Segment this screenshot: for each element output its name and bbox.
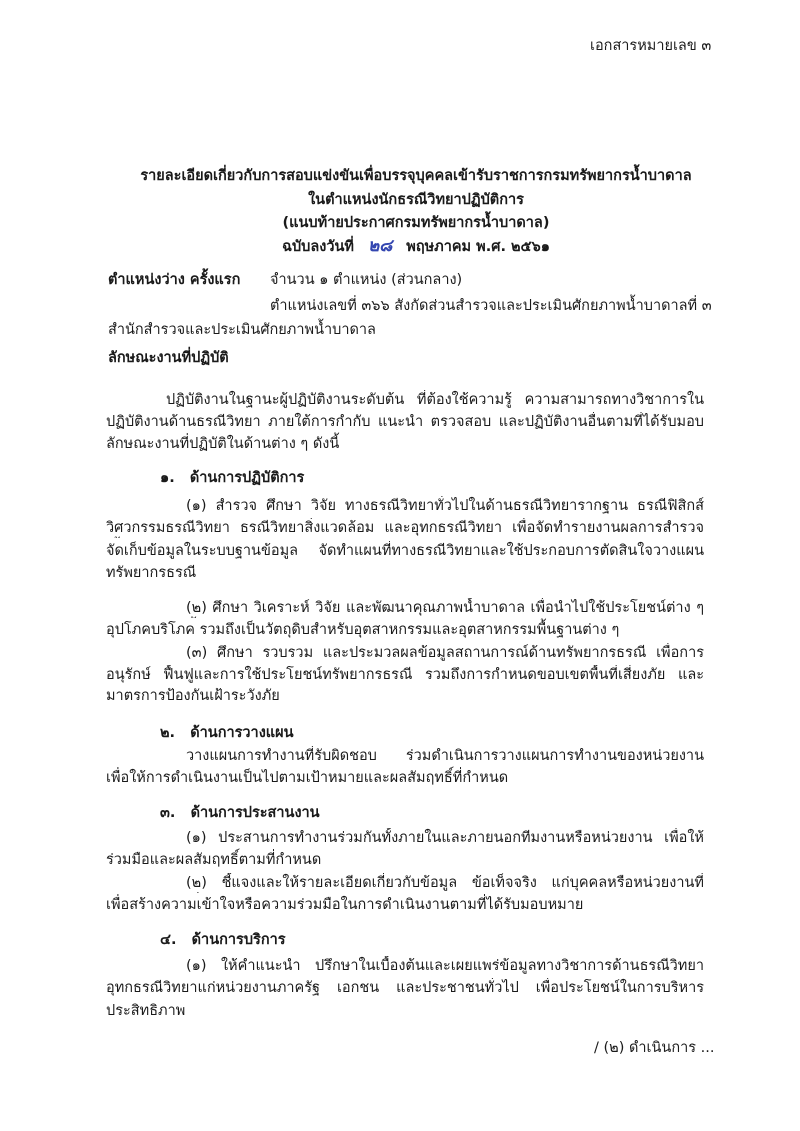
item-line: จัดเก็บข้อมูลในระบบฐานข้อมูล จัดทำแผนที่ทางธรณีวิทยาและใช้ประกอบการตัดสินใจวางแผน bbox=[106, 543, 704, 559]
item-line: (๒) ศึกษา วิเคราะห์ วิจัย และพัฒนาคุณภาพน้ำบาดาล เพื่อนำไปใช้ประโยชน์ต่าง ๆ bbox=[186, 600, 704, 616]
section-title: ด้านการประสานงาน bbox=[190, 805, 320, 821]
section-heading bbox=[160, 930, 286, 950]
item-line: เพื่อให้การดำเนินงานเป็นไปตามเป้าหมายและผลสัมฤทธิ์ที่กำหนด bbox=[106, 770, 509, 786]
section-number: ๔. bbox=[160, 932, 177, 948]
vacancy-count: จำนวน ๑ ตำแหน่ง (ส่วนกลาง) bbox=[270, 272, 463, 288]
title-line-3: (แนบท้ายประกาศกรมทรัพยากรน้ำบาดาล) bbox=[282, 215, 550, 231]
intro-line: ปฏิบัติงานในฐานะผู้ปฏิบัติงานระดับต้น ที่ต้องใช้ความรู้ ความสามารถทางวิชาการใน bbox=[166, 392, 704, 408]
handwritten-day: ๒๘ bbox=[367, 236, 393, 256]
date-prefix: ฉบับลงวันที่ bbox=[282, 239, 354, 255]
item-line: อุทกธรณีวิทยาแก่หน่วยงานภาครัฐ เอกชน และประชาชนทั่วไป เพื่อประโยชน์ในการบริหาร bbox=[106, 980, 704, 996]
job-heading: ลักษณะงานที่ปฏิบัติ bbox=[108, 350, 229, 366]
item-line: อุปโภคบริโภค รวมถึงเป็นวัตถุดิบสำหรับอุตสาหกรรมและอุตสาหกรรมพื้นฐานต่าง ๆ bbox=[106, 622, 620, 638]
item-line: เพื่อสร้างความเข้าใจหรือความร่วมมือในการดำเนินงานตามที่ได้รับมอบหมาย bbox=[106, 897, 584, 913]
title-line-2: ในตำแหน่งนักธรณีวิทยาปฏิบัติการ bbox=[308, 192, 524, 208]
section-number: ๒. bbox=[160, 725, 176, 741]
section-heading bbox=[160, 468, 304, 488]
vacancy-position-2: สำนักสำรวจและประเมินศักยภาพน้ำบาดาล bbox=[108, 322, 376, 338]
section-heading bbox=[160, 803, 320, 823]
item-line: (๑) ประสานการทำงานร่วมกันทั้งภายในและภายนอกทีมงานหรือหน่วยงาน เพื่อให้ bbox=[186, 830, 704, 846]
item-line: (๑) สำรวจ ศึกษา วิจัย ทางธรณีวิทยาทั่วไปในด้านธรณีวิทยารากฐาน ธรณีฟิสิกส์ bbox=[186, 498, 704, 514]
section-title: ด้านการวางแผน bbox=[190, 725, 294, 741]
item-line: วางแผนการทำงานที่รับผิดชอบ ร่วมดำเนินการวางแผนการทำงานของหน่วยงาน bbox=[186, 748, 704, 764]
section-title: ด้านการบริการ bbox=[191, 932, 286, 948]
item-line: อนุรักษ์ ฟื้นฟูและการใช้ประโยชน์ทรัพยากรธรณี รวมถึงการกำหนดขอบเขตพื้นที่เสี่ยงภัย และ bbox=[106, 667, 704, 683]
title-date bbox=[0, 236, 800, 257]
section-number: ๓. bbox=[160, 805, 176, 821]
continuation-footer: / (๒) ดำเนินการ ... bbox=[594, 1040, 715, 1056]
item-line: (๒) ชี้แจงและให้รายละเอียดเกี่ยวกับข้อมูล ข้อเท็จจริง แก่บุคคลหรือหน่วยงานที่ bbox=[186, 875, 704, 891]
section-heading bbox=[160, 723, 294, 743]
section-number: ๑. bbox=[160, 470, 175, 486]
section-title: ด้านการปฏิบัติการ bbox=[189, 470, 305, 486]
item-line: ทรัพยากรธรณี bbox=[106, 565, 197, 581]
item-line: วิศวกรรมธรณีวิทยา ธรณีวิทยาสิ่งแวดล้อม และอุทกธรณีวิทยา เพื่อจัดทำรายงานผลการสำรวจ bbox=[106, 520, 704, 536]
title-line-1: รายละเอียดเกี่ยวกับการสอบแข่งขันเพื่อบรรจุบุคคลเข้ารับราชการกรมทรัพยากรน้ำบาดาล bbox=[140, 168, 692, 184]
intro-line: ปฏิบัติงานด้านธรณีวิทยา ภายใต้การกำกับ แนะนำ ตรวจสอบ และปฏิบัติงานอื่นตามที่ได้รับมอบ bbox=[106, 414, 704, 430]
item-line: ร่วมมือและผลสัมฤทธิ์ตามที่กำหนด bbox=[106, 852, 322, 868]
item-line: ประสิทธิภาพ bbox=[106, 1003, 186, 1019]
intro-line: ลักษณะงานที่ปฏิบัติในด้านต่าง ๆ ดังนี้ bbox=[106, 436, 340, 452]
item-line: มาตรการป้องกันเฝ้าระวังภัย bbox=[106, 688, 280, 704]
item-line: (๓) ศึกษา รวบรวม และประมวลผลข้อมูลสถานการณ์ด้านทรัพยากรธรณี เพื่อการ bbox=[186, 645, 704, 661]
item-line: (๑) ให้คำแนะนำ ปรึกษาในเบื้องต้นและเผยแพร่ข้อมูลทางวิชาการด้านธรณีวิทยา bbox=[186, 958, 704, 974]
vacancy-position-1: ตำแหน่งเลขที่ ๓๖๖ สังกัดส่วนสำรวจและประเมินศักยภาพน้ำบาดาลที่ ๓ bbox=[270, 298, 712, 314]
vacancy-label: ตำแหน่งว่าง ครั้งแรก bbox=[108, 272, 241, 288]
document-number: เอกสารหมายเลข ๓ bbox=[590, 38, 712, 54]
date-rest: พฤษภาคม พ.ศ. ๒๕๖๑ bbox=[406, 239, 550, 255]
